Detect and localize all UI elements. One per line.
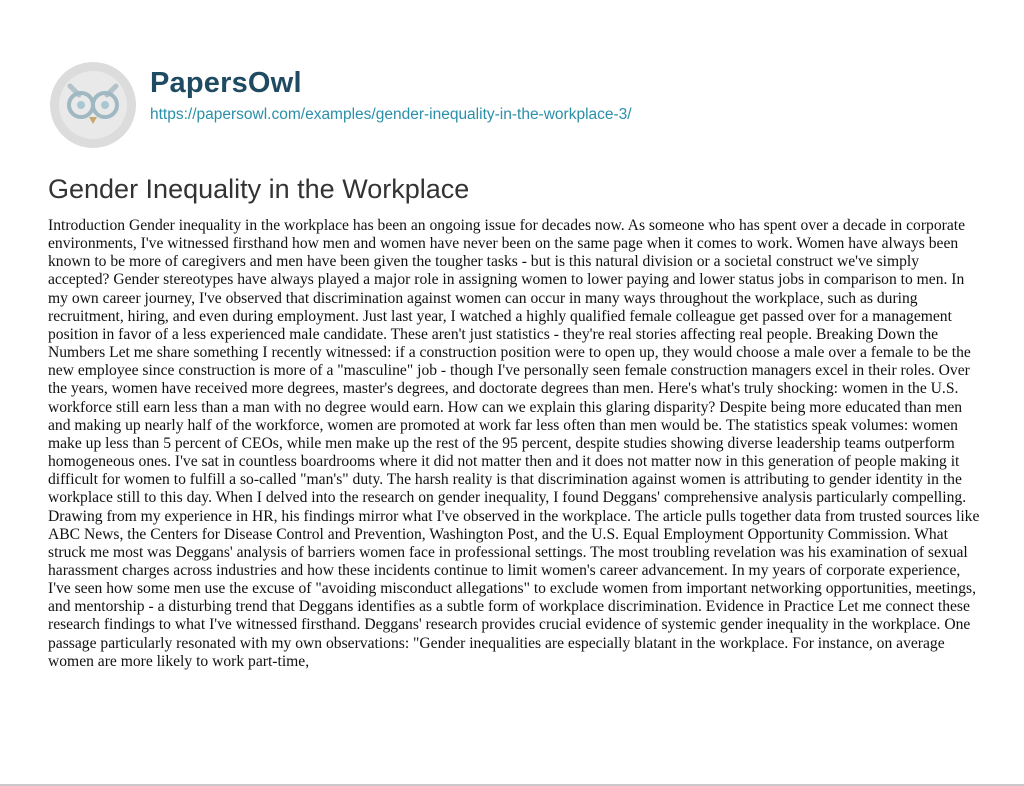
page-title: Gender Inequality in the Workplace	[48, 174, 470, 204]
essay-body: Introduction Gender inequality in the workplace has been an ongoing issue for decades now. As someone who has spent over a decade in corporate environments, I've witnessed firsthand how men and women have never been on the same page when it comes to work. Women have always been known to be more of caregivers and men have been given the tougher tasks - but is this natural division or a societal construct we've simply accepted? Gender stereotypes have always played a major role in assigning women to lower paying and lower status jobs in comparison to men. In my own career journey, I've observed that discrimination against women can occur in many ways throughout the workplace, such as during recruitment, hiring, and even during employment. Just last year, I watched a highly qualified female colleague get passed over for a management position in favor of a less experienced male candidate. These aren't just statistics - they're real stories affecting real people. Breaking Down the Numbers Let me share something I recently witnessed: if a construction position were to open up, they would choose a male over a female to be the new employee since construction is more of a "masculine" job - though I've personally seen female construction managers excel in their roles. Over the years, women have received more degrees, master's degrees, and doctorate degrees than men. Here's what's truly shocking: women in the U.S. workforce still earn less than a man with no degree would earn. How can we explain this glaring disparity? Despite being more educated than men and making up nearly half of the workforce, women are promoted at work far less often than men would be. The statistics speak volumes: women make up less than 5 percent of CEOs, while men make up the rest of the 95 percent, despite studies showing diverse leadership teams outperform homogeneous ones. I've sat in countless boardrooms where it did not matter then and it does not matter now in this generation of people making it difficult for women to fulfill a so-called "man's" duty. The harsh reality is that discrimination against women is attributing to gender identity in the workplace still to this day. When I delved into the research on gender inequality, I found Deggans' comprehensive analysis particularly compelling. Drawing from my experience in HR, his findings mirror what I've observed in the workplace. The article pulls together data from trusted sources like ABC News, the Centers for Disease Control and Prevention, Washington Post, and the U.S. Equal Employment Opportunity Commission. What struck me most was Deggans' analysis of barriers women face in professional settings. The most troubling revelation was his examination of sexual harassment charges across industries and how these incidents continue to limit women's career advancement. In my years of corporate experience, I've seen how some men use the excuse of "avoiding misconduct allegations" to exclude women from important networking opportunities, meetings, and mentorship - a disturbing trend that Deggans identifies as a subtle form of workplace discrimination. Evidence in Practice Let me connect these research findings to what I've witnessed firsthand. Deggans' research provides crucial evidence of systemic gender inequality in the workplace. One passage particularly resonated with my own observations: "Gender inequalities are especially blatant in the workplace. For instance, on average women are more likely to work part-time,	[48, 217, 980, 670]
brand-text	[150, 60, 632, 124]
owl-icon	[48, 60, 138, 150]
page-url-link[interactable]: https://papersowl.com/examples/gender-inequality-in-the-workplace-3/	[150, 106, 632, 123]
site-name: PapersOwl	[150, 67, 302, 99]
site-header	[48, 60, 632, 150]
